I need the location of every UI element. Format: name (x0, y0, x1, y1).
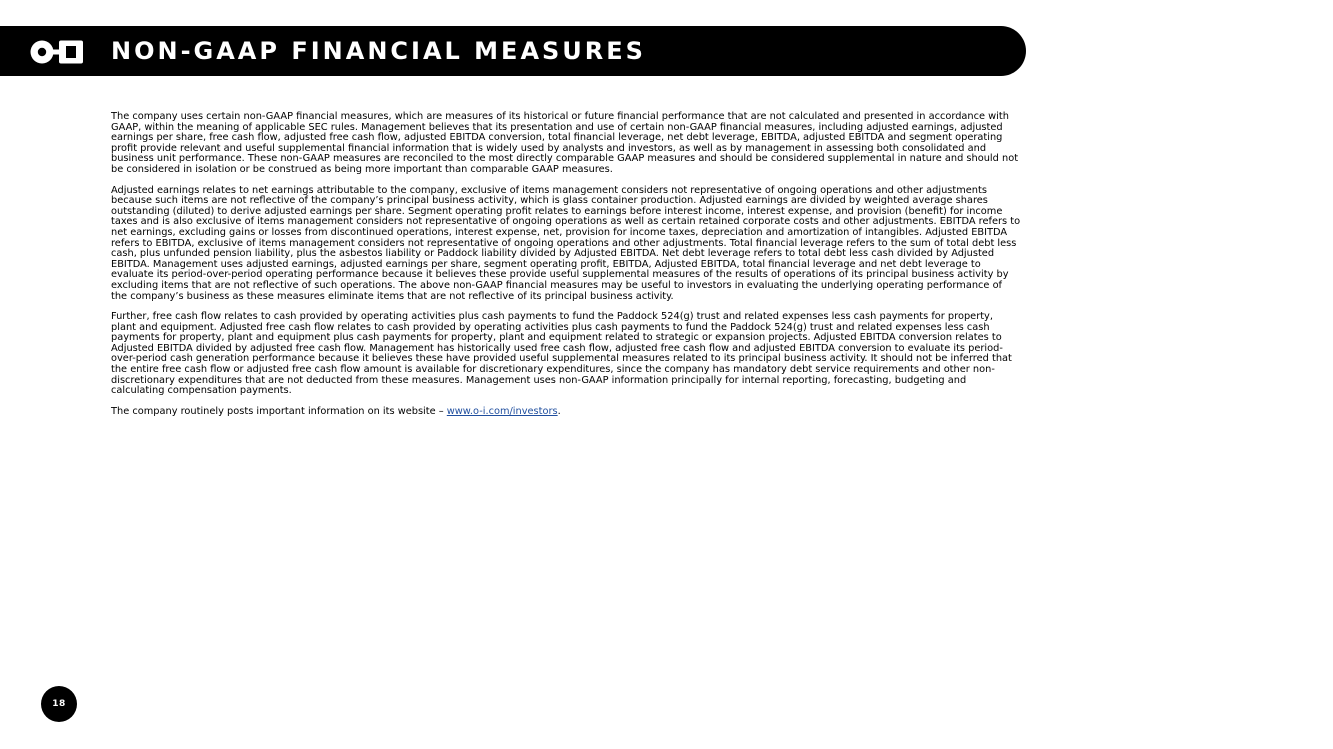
page-number-badge: 18 (41, 686, 77, 722)
paragraph-adjusted-earnings: Adjusted earnings relates to net earnings attributable to the company, exclusive of items management considers not representative of ongoing operations and other adjustments because such items are not reflective of the company’s principal business activity, which is glass container production. Adjusted earnings are divided by weighted average shares outstanding (diluted) to derive adjusted earnings per share. Segment operating profit relates to earnings before interest income, interest expense, and provision (benefit) for income taxes and is also exclusive of items management considers not representative of ongoing operations as well as certain retained corporate costs and other adjustments. EBITDA refers to net earnings, excluding gains or losses from discontinued operations, interest expense, net, provision for income taxes, depreciation and amortization of intangibles. Adjusted EBITDA refers to EBITDA, exclusive of items management considers not representative of ongoing operations and other adjustments. Total financial leverage refers to the sum of total debt less cash, plus unfunded pension liability, plus the asbestos liability or Paddock liability divided by Adjusted EBITDA. Net debt leverage refers to total debt less cash divided by Adjusted EBITDA. Management uses adjusted earnings, adjusted earnings per share, segment operating profit, EBITDA, Adjusted EBITDA, total financial leverage and net debt leverage to evaluate its period-over-period operating performance because it believes these provide useful supplemental measures of the results of operations of its principal business activity by excluding items that are not reflective of such operations. The above non-GAAP financial measures may be useful to investors in evaluating the underlying operating performance of the company’s business as these measures eliminate items that are not reflective of its principal business activity. (111, 184, 1021, 302)
website-prefix: The company routinely posts important information on its website – (111, 405, 447, 417)
body-content (111, 112, 1021, 427)
paragraph-website (111, 407, 1021, 418)
oi-logo-icon (30, 40, 84, 64)
paragraph-intro: The company uses certain non-GAAP financial measures, which are measures of its historical or future financial performance that are not calculated and presented in accordance with GAAP, within the meaning of applicable SEC rules. Management believes that its presentation and use of certain non-GAAP financial measures, including adjusted earnings, adjusted earnings per share, free cash flow, adjusted free cash flow, adjusted EBITDA conversion, total financial leverage, net debt leverage, EBITDA, adjusted EBITDA and segment operating profit provide relevant and useful supplemental financial information that is widely used by analysts and investors, as well as by management in assessing both consolidated and business unit performance. These non-GAAP measures are reconciled to the most directly comparable GAAP measures and should be considered supplemental in nature and should not be considered in isolation or be construed as being more important than comparable GAAP measures. (111, 111, 1019, 175)
investors-link[interactable]: www.o-i.com/investors (446, 405, 558, 417)
paragraph-free-cash-flow: Further, free cash flow relates to cash provided by operating activities plus cash payments to fund the Paddock 524(g) trust and related expenses less cash payments for property, plant and equipment. Adjusted free cash flow relates to cash provided by operating activities plus cash payments to fund the Paddock 524(g) trust and related expenses less cash payments for property, plant and equipment plus cash payments for property, plant and equipment related to strategic or expansion projects. Adjusted EBITDA conversion relates to Adjusted EBITDA divided by adjusted free cash flow. Management has historically used free cash flow, adjusted free cash flow and adjusted EBITDA conversion to evaluate its period-over-period cash generation performance because it believes these have provided useful supplemental measures related to its principal business activity. It should not be inferred that the entire free cash flow or adjusted free cash flow amount is available for discretionary expenditures, since the company has mandatory debt service requirements and other non-discretionary expenditures that are not deducted from these measures. Management uses non-GAAP information principally for internal reporting, forecasting, budgeting and calculating compensation payments. (111, 311, 1012, 397)
website-suffix: . (557, 405, 561, 417)
page-title: NON-GAAP FINANCIAL MEASURES (111, 37, 646, 65)
